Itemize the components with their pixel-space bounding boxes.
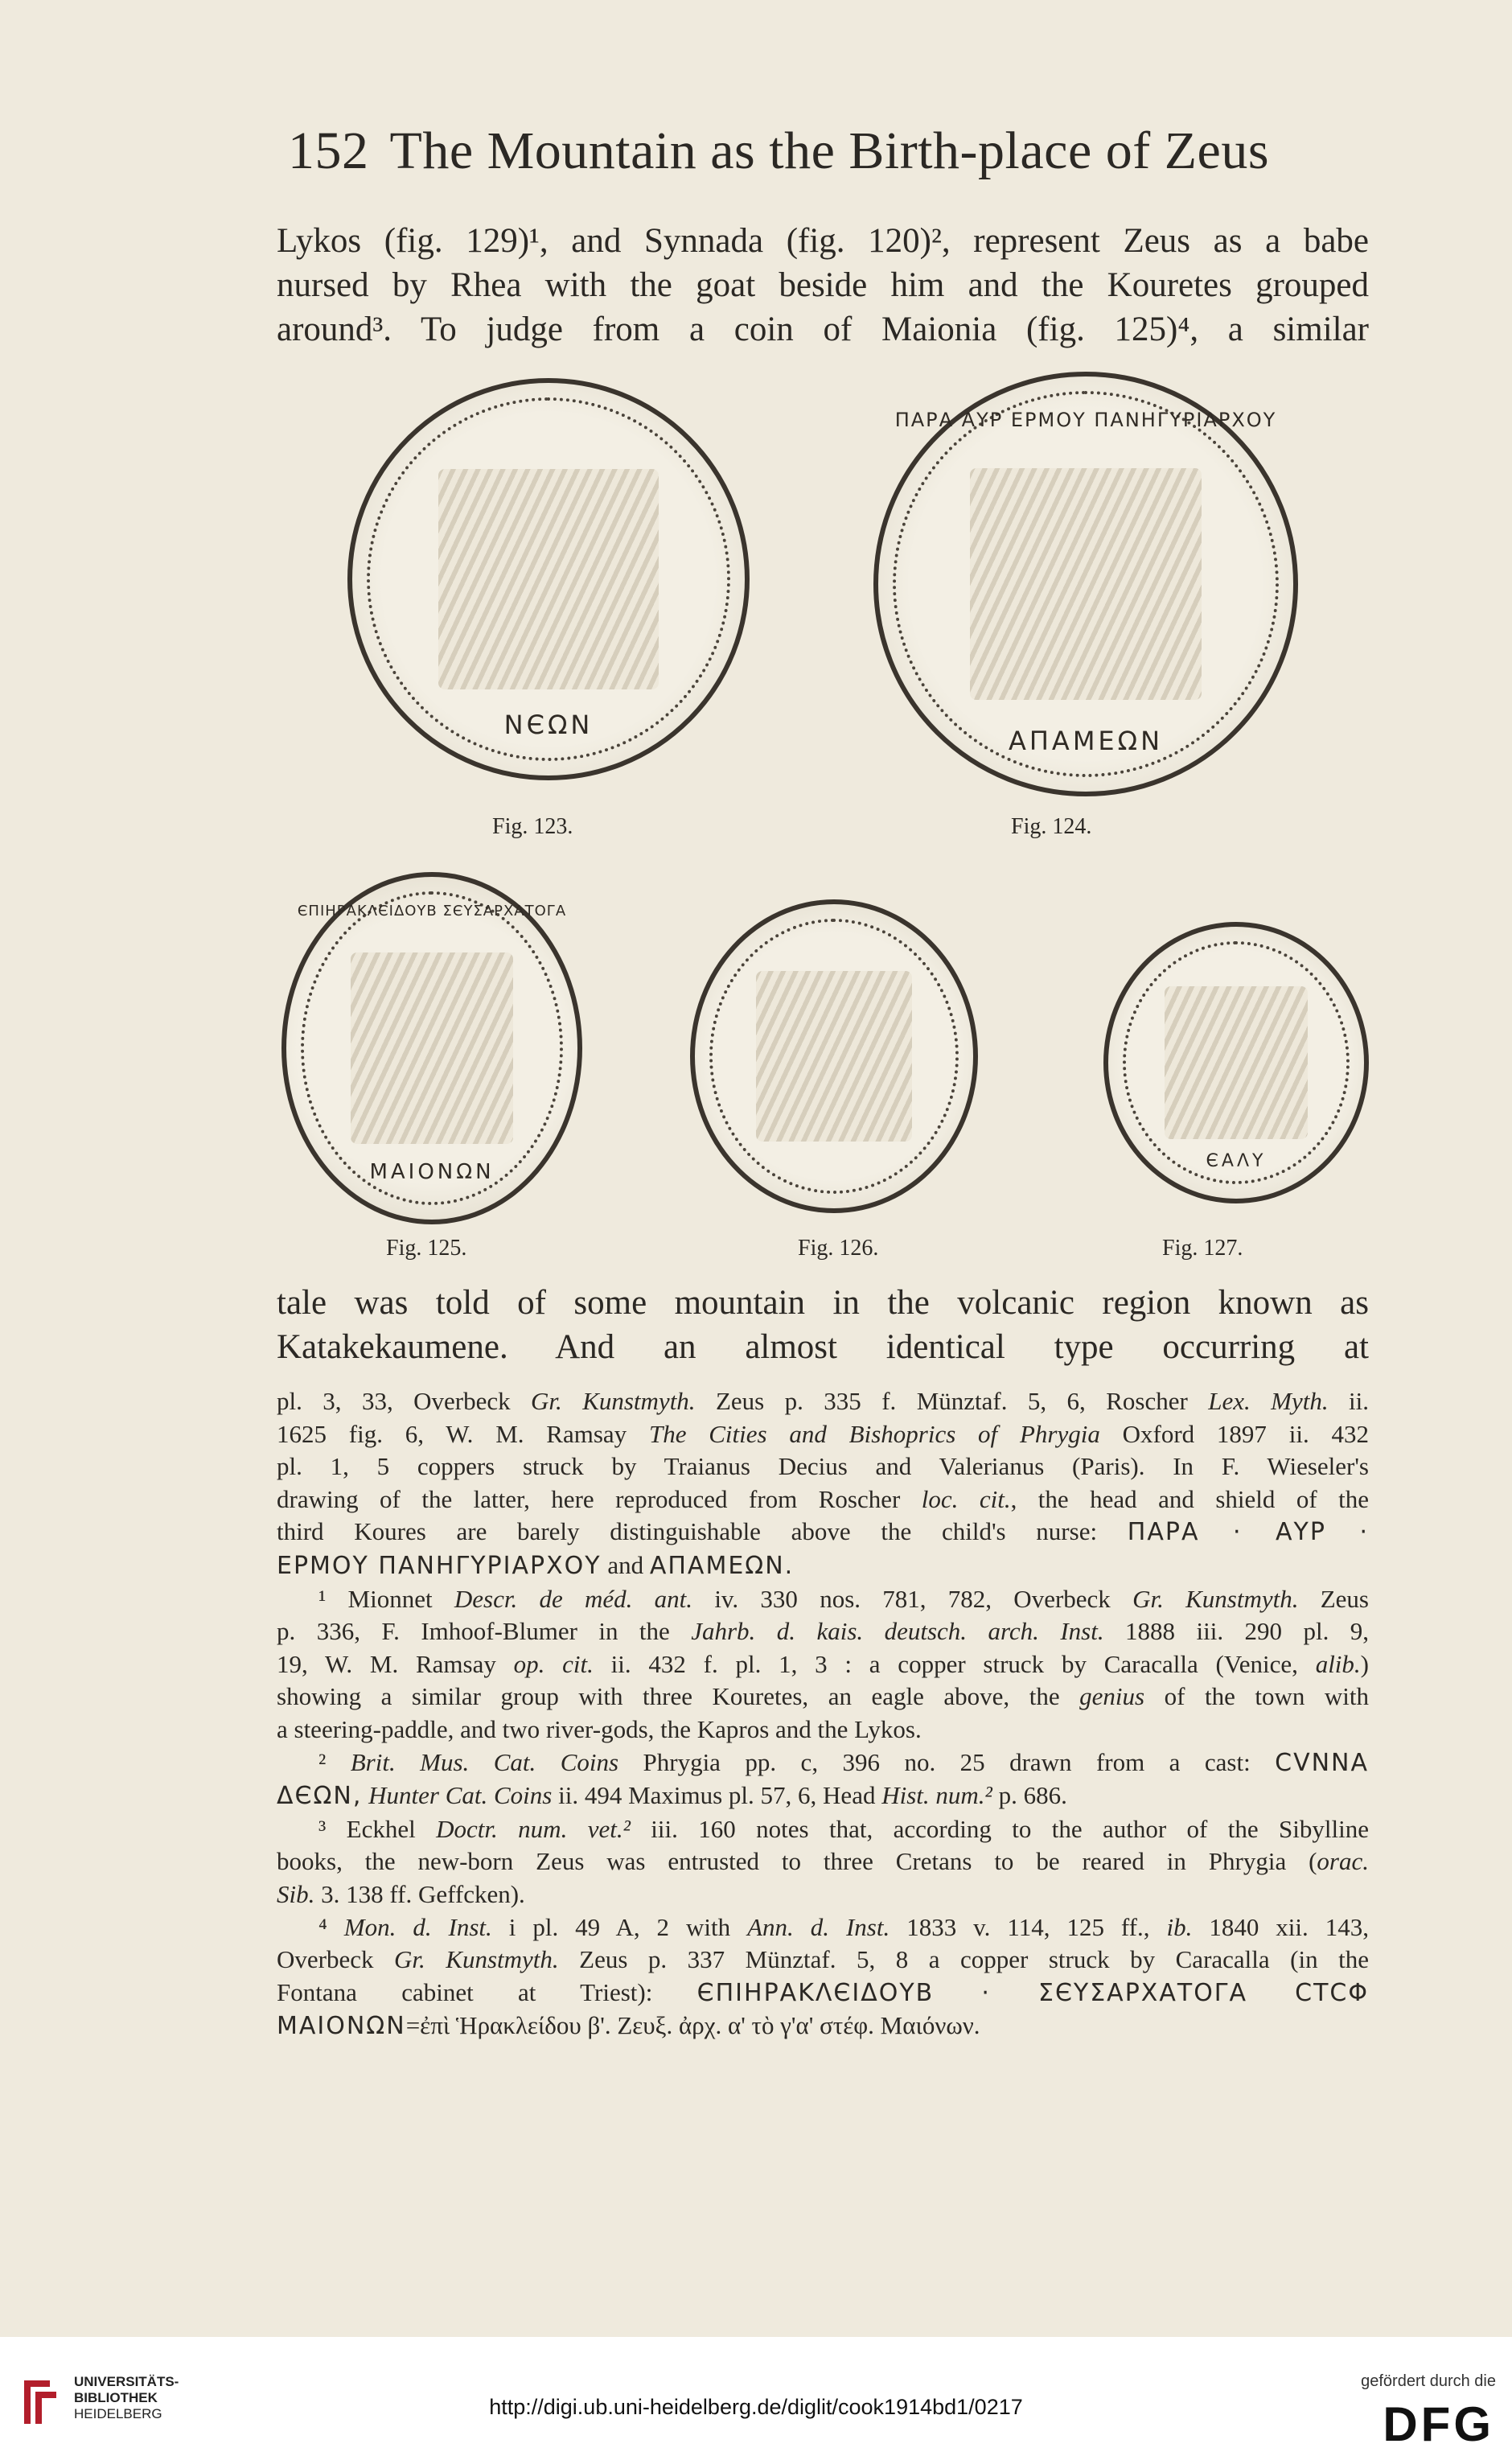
footnote-line <box>277 1944 1369 1977</box>
coin-relief-image <box>438 469 658 689</box>
text-line: around³. To judge from a coin of Maionia (fig. 125)⁴, a similar <box>277 311 1369 348</box>
text-run: Overbeck <box>277 1945 394 1974</box>
text-run: Zeus <box>1298 1584 1369 1613</box>
text-run: 1888 iii. 290 pl. 9, <box>1103 1617 1370 1646</box>
coin-legend: ΜΑΙΟΝΩΝ <box>369 1160 495 1184</box>
citation: Gr. Kunstmyth. <box>531 1387 696 1415</box>
footnote-line <box>277 1418 1369 1451</box>
text-run: Fontana cabinet at Triest): <box>277 1977 697 2006</box>
citation: Hist. num.² <box>881 1781 992 1810</box>
figure-caption: Fig. 125. <box>386 1236 467 1261</box>
citation: ib. <box>1166 1912 1193 1941</box>
coin-legend: ЄΑΛΥ <box>1206 1151 1267 1171</box>
citation: Mon. d. Inst. <box>343 1912 492 1941</box>
body-paragraph-top <box>277 219 1369 352</box>
footer-bar <box>0 2337 1512 2451</box>
funding-note: gefördert durch die <box>1361 2372 1496 2390</box>
text-run: of the town with <box>1144 1682 1369 1711</box>
text-run: and <box>601 1550 650 1579</box>
text-run: 19, W. M. Ramsay <box>277 1649 514 1678</box>
text-run: ) <box>1360 1649 1369 1678</box>
page-title: The Mountain as the Birth-place of Zeus <box>389 121 1270 180</box>
figure-caption: Fig. 123. <box>492 814 573 839</box>
coin-legend: ΠΑΡΑ ΑΥΡ ΕΡΜΟΥ ΠΑΝΗΓΥΡΙΑΡΧΟΥ <box>894 409 1277 431</box>
citation: Gr. Kunstmyth. <box>394 1945 559 1974</box>
text-run: p. 686. <box>992 1781 1067 1810</box>
text-run: showing a similar group with three Kouretes, an eagle above, the <box>277 1682 1080 1711</box>
citation: Doctr. num. vet.² <box>436 1814 631 1843</box>
text-run: p. 336, F. Imhoof-Blumer in the <box>277 1617 692 1646</box>
coin-figure-126 <box>690 899 978 1213</box>
footnotes <box>277 1385 1369 2043</box>
footnote-line: a steering-paddle, and two river-gods, the Kapros and the Lykos. <box>277 1714 922 1743</box>
text-run: books, the new-born Zeus was entrusted to three Cretans to be reared in Phrygia ( <box>277 1847 1317 1876</box>
body-paragraph-mid <box>277 1281 1369 1369</box>
text-run: pl. 3, 33, Overbeck <box>277 1387 532 1415</box>
footnote-line <box>277 1746 1369 1780</box>
citation: Jahrb. d. kais. deutsch. arch. Inst. <box>691 1617 1104 1646</box>
greek-inscription: CVNNA <box>1275 1748 1369 1777</box>
coin-figure-125 <box>281 872 582 1224</box>
permalink-url[interactable]: http://digi.ub.uni-heidelberg.de/diglit/cook1914bd1/0217 <box>489 2395 1023 2419</box>
footnote-line: pl. 1, 5 coppers struck by Traianus Decius and Valerianus (Paris). In F. Wieseler's <box>277 1452 1369 1481</box>
coin-figure-127 <box>1103 922 1369 1203</box>
footnote-line <box>277 1977 1369 2010</box>
citation: Descr. de méd. ant. <box>454 1584 693 1613</box>
text-run: =ἐπὶ Ἡρακλείδου β'. Ζευξ. ἀρχ. α' τὸ γ'α' στέφ. Μαιόνων. <box>405 2011 980 2040</box>
footnote-marker: ⁴ <box>318 1912 344 1941</box>
greek-inscription: ΕΡΜΟΥ ΠΑΝΗΓΥΡΙΑΡΧΟΥ <box>277 1551 602 1580</box>
greek-inscription: ΜΑΙΟΝΩΝ <box>277 2012 406 2041</box>
text-run: iv. 330 nos. 781, 782, Overbeck <box>692 1584 1133 1613</box>
figure-caption: Fig. 124. <box>1011 814 1092 839</box>
text-run: ii. <box>1328 1387 1369 1415</box>
footnote-marker: ² <box>318 1747 351 1776</box>
figure-caption: Fig. 126. <box>798 1236 879 1261</box>
coin-relief-image <box>756 971 912 1142</box>
greek-inscription: ЄΠΙΗΡΑΚΛЄΙΔΟΥΒ · ΣЄΥΣΑΡΧΑΤΟΓΑ CΤCΦ <box>696 1978 1369 2007</box>
citation: Sib. <box>277 1879 315 1908</box>
text-line: Lykos (fig. 129)¹, and Synnada (fig. 120)², represent Zeus as a babe <box>277 222 1369 260</box>
library-name-line: UNIVERSITÄTS- <box>74 2374 179 2389</box>
citation: op. cit. <box>513 1649 594 1678</box>
running-header <box>288 121 1366 182</box>
text-run: 1840 xii. 143, <box>1192 1912 1369 1941</box>
text-run: 1625 fig. 6, W. M. Ramsay <box>277 1419 649 1448</box>
text-run: Zeus p. 337 Münztaf. 5, 8 a copper struck by Caracalla (in the <box>558 1945 1369 1974</box>
text-run: ii. 432 f. pl. 1, 3 : a copper struck by Caracalla (Venice, <box>593 1649 1316 1678</box>
coin-relief-image <box>351 952 514 1145</box>
footnote-line <box>277 1385 1369 1418</box>
text-run: Phrygia pp. c, 396 no. 25 drawn from a cast: <box>618 1747 1276 1776</box>
greek-inscription: ΠΑΡΑ · ΑΥΡ · <box>1127 1518 1369 1547</box>
text-run: ii. 494 Maximus pl. 57, 6, Head <box>552 1781 882 1810</box>
citation: Brit. Mus. Cat. Coins <box>350 1747 619 1776</box>
coin-relief-image <box>970 468 1202 701</box>
text-run: third Koures are barely distinguishable above the child's nurse: <box>277 1517 1128 1546</box>
text-run: , the head and shield of the <box>1010 1484 1370 1513</box>
library-name-line: HEIDELBERG <box>74 2406 162 2421</box>
footnote-line <box>277 1845 1369 1878</box>
footnote-line <box>277 1516 1369 1549</box>
footnote-marker: ³ Eckhel <box>318 1814 437 1843</box>
footnote-line <box>277 1681 1369 1714</box>
greek-inscription: ΔЄΩΝ, <box>277 1782 363 1811</box>
citation: The Cities and Bishoprics of Phrygia <box>648 1419 1100 1448</box>
coin-figure-123 <box>347 378 750 780</box>
coin-legend: ΑΠΑΜΕΩΝ <box>1008 726 1164 756</box>
footnote-line <box>277 1549 1369 1583</box>
footnote-line <box>277 2010 1369 2043</box>
text-run: i pl. 49 A, 2 with <box>491 1912 748 1941</box>
figure-caption: Fig. 127. <box>1162 1236 1243 1261</box>
text-run: Zeus p. 335 f. Münztaf. 5, 6, Roscher <box>695 1387 1209 1415</box>
greek-inscription: ΑΠΑΜΕΩΝ. <box>649 1551 795 1580</box>
text-run: 3. 138 ff. Geffcken). <box>314 1879 525 1908</box>
text-run: drawing of the latter, here reproduced from Roscher <box>277 1484 922 1513</box>
text-line: tale was told of some mountain in the volcanic region known as <box>277 1284 1369 1322</box>
citation: genius <box>1079 1682 1145 1711</box>
library-name-line: BIBLIOTHEK <box>74 2390 158 2405</box>
text-run: iii. 160 notes that, according to the author of the Sibylline <box>630 1814 1369 1843</box>
footnote-line <box>277 1911 1369 1944</box>
dfg-logo: DFG <box>1383 2397 1494 2451</box>
footnote-line <box>277 1648 1369 1681</box>
coin-legend: ΝЄΩΝ <box>503 710 594 740</box>
citation: Ann. d. Inst. <box>747 1912 890 1941</box>
citation: Hunter Cat. Coins <box>362 1781 553 1810</box>
footnote-line <box>277 1483 1369 1516</box>
citation: alib. <box>1315 1649 1361 1678</box>
footnote-line <box>277 1813 1369 1846</box>
text-run: 1833 v. 114, 125 ff., <box>890 1912 1167 1941</box>
citation: Gr. Kunstmyth. <box>1132 1584 1299 1613</box>
footnote-line <box>277 1779 1369 1813</box>
footnote-marker: ¹ Mionnet <box>318 1584 454 1613</box>
citation: loc. cit. <box>921 1484 1011 1513</box>
text-line: nursed by Rhea with the goat beside him and the Kouretes grouped <box>277 266 1369 304</box>
coin-figure-124 <box>873 372 1298 796</box>
text-line: Katakekaumene. And an almost identical type occurring at <box>277 1328 1369 1366</box>
page-number: 152 <box>288 121 369 180</box>
citation: orac. <box>1317 1847 1369 1876</box>
coin-relief-image <box>1165 986 1308 1138</box>
footnote-line <box>277 1878 1369 1911</box>
footnote-line <box>277 1583 1369 1616</box>
citation: Lex. Myth. <box>1208 1387 1329 1415</box>
footnote-line <box>277 1615 1369 1648</box>
coin-legend: ЄΠΙΗΡΑΚΛЄΙΔΟΥΒ ΣЄΥΣΑΡΧΑΤΟΓΑ <box>297 903 567 920</box>
text-run: Oxford 1897 ii. 432 <box>1099 1419 1369 1448</box>
